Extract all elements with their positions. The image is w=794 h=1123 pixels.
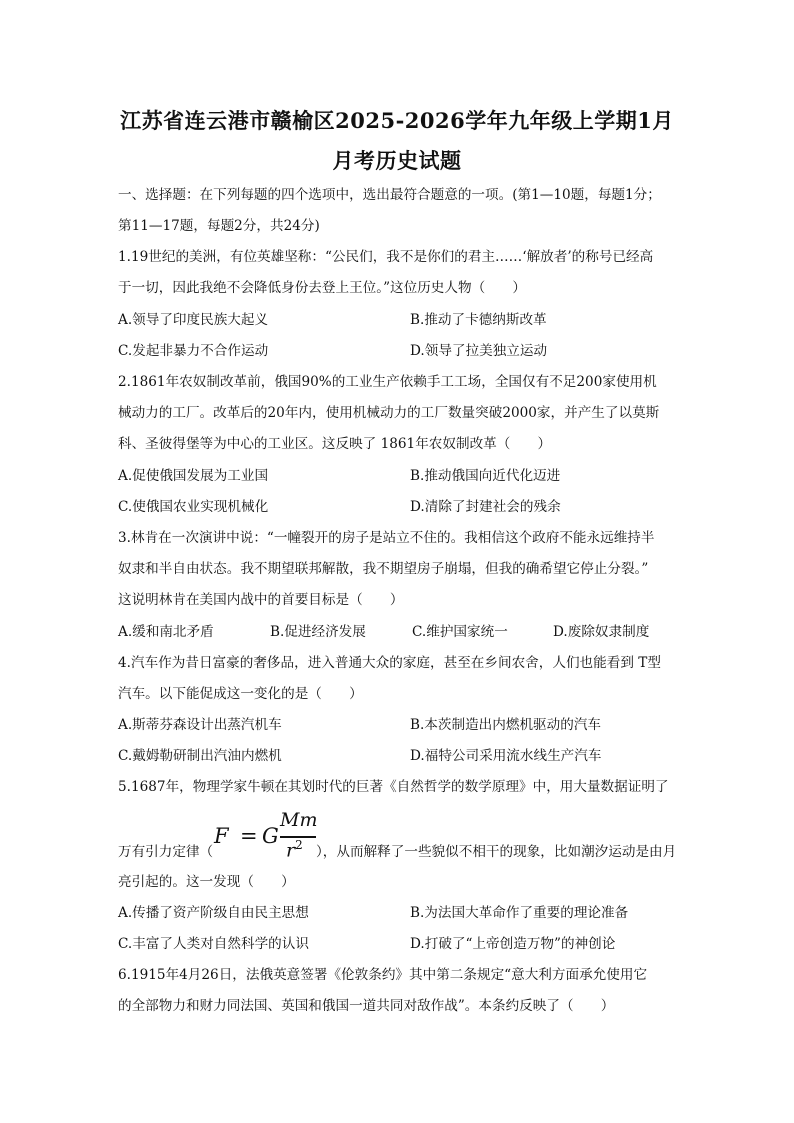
question-4-stem-line2: 汽车。以下能促成这一变化的是（ ） [118,686,363,702]
question-5-stem-line1: 5.1687年，物理学家牛顿在其划时代的巨著《自然哲学的数学原理》中，用大量数据证明了 [118,779,669,795]
question-3-option-c: C.维护国家统一 [412,624,508,640]
question-4-option-b: B.本茨制造出内燃机驱动的汽车 [410,717,602,733]
question-6-stem-line1: 6.1915年4月26日，法俄英意签署《伦敦条约》其中第二条规定“意大利方面承允使用它 [118,967,648,983]
formula-denominator-exponent: 2 [295,838,303,852]
exam-title-line1: 江苏省连云港市赣榆区2025-2026学年九年级上学期1月 [120,108,674,133]
question-5-option-c: C.丰富了人类对自然科学的认识 [118,936,309,952]
question-5-stem-line2-suffix: ），从而解释了一些貌似不相干的现象，比如潮汐运动是由月 [316,844,677,860]
question-4-option-a: A.斯蒂芬森设计出蒸汽机车 [118,717,282,733]
question-5-stem-line3: 亮引起的。这一发现（ ） [118,874,295,890]
question-4-option-d: D.福特公司采用流水线生产汽车 [410,748,602,764]
question-2-stem-line1: 2.1861年农奴制改革前，俄国90%的工业生产依赖手工工场，全国仅有不足200家使用机 [118,374,657,390]
question-2-stem-line3: 科、圣彼得堡等为中心的工业区。这反映了 1861年农奴制改革（ ） [118,436,552,452]
gravitation-formula [214,806,318,864]
question-1-stem-line1: 1.19世纪的美洲，有位英雄坚称：“公民们，我不是你们的君主……‘解放者’的称号已经高 [118,249,654,265]
question-3-option-b: B.促进经济发展 [270,624,366,640]
question-1-option-b: B.推动了卡德纳斯改革 [410,312,547,328]
question-1-option-a: A.领导了印度民族大起义 [118,312,269,328]
question-5-stem-line2-prefix: 万有引力定律（ [118,844,214,860]
question-2-option-b: B.推动俄国向近代化迈进 [410,468,561,484]
formula-numerator: Mm [280,809,318,831]
formula-denominator-base: r [286,839,296,862]
question-6-stem-line2: 的全部物力和财力同法国、英国和俄国一道共同对敌作战”。本条约反映了（ ） [118,998,615,1014]
exam-title-line2: 月考历史试题 [332,148,462,173]
question-3-option-a: A.缓和南北矛盾 [118,624,214,640]
question-5-option-d: D.打破了“上帝创造万物”的神创论 [410,936,616,952]
question-5-option-b: B.为法国大革命作了重要的理论准备 [410,905,629,921]
question-4-stem-line1: 4.汽车作为昔日富豪的奢侈品，进入普通大众的家庭，甚至在乡间农舍，人们也能看到 T型 [118,655,661,671]
question-5-stem-line2 [118,806,698,866]
question-5-option-a: A.传播了资产阶级自由民主思想 [118,905,309,921]
question-1-option-c: C.发起非暴力不合作运动 [118,343,269,359]
question-2-option-a: A.促使俄国发展为工业国 [118,468,269,484]
question-3-option-d: D.废除奴隶制度 [553,624,650,640]
question-3-stem-line3: 这说明林肯在美国内战中的首要目标是（ ） [118,592,404,608]
question-2-option-c: C.使俄国农业实现机械化 [118,499,269,515]
formula-constant-symbol: G [262,824,279,848]
section-instructions-line2: 第11—17题，每题2分，共24分) [118,218,320,234]
question-1-stem-line2: 于一切，因此我绝不会降低身份去登上王位。”这位历史人物（ ） [118,280,526,296]
question-4-option-c: C.戴姆勒研制出汽油内燃机 [118,748,282,764]
section-instructions-line1: 一、选择题：在下列每题的四个选项中，选出最符合题意的一项。(第1—10题，每题1分； [118,187,661,203]
formula-force-symbol: F [214,824,229,848]
formula-denominator [286,838,303,861]
question-2-stem-line2: 械动力的工厂。改革后的20年内，使用机械动力的工厂数量突破2000家，并产生了以莫斯 [118,405,660,421]
question-2-option-d: D.清除了封建社会的残余 [410,499,561,515]
question-1-option-d: D.领导了拉美独立运动 [410,343,548,359]
question-3-stem-line2: 奴隶和半自由状态。我不期望联邦解散，我不期望房子崩塌，但我的确希望它停止分裂。” [118,561,649,577]
question-3-stem-line1: 3.林肯在一次演讲中说：“一幢裂开的房子是站立不住的。我相信这个政府不能永远维持半 [118,530,655,546]
formula-equals-sign: = [240,824,258,848]
